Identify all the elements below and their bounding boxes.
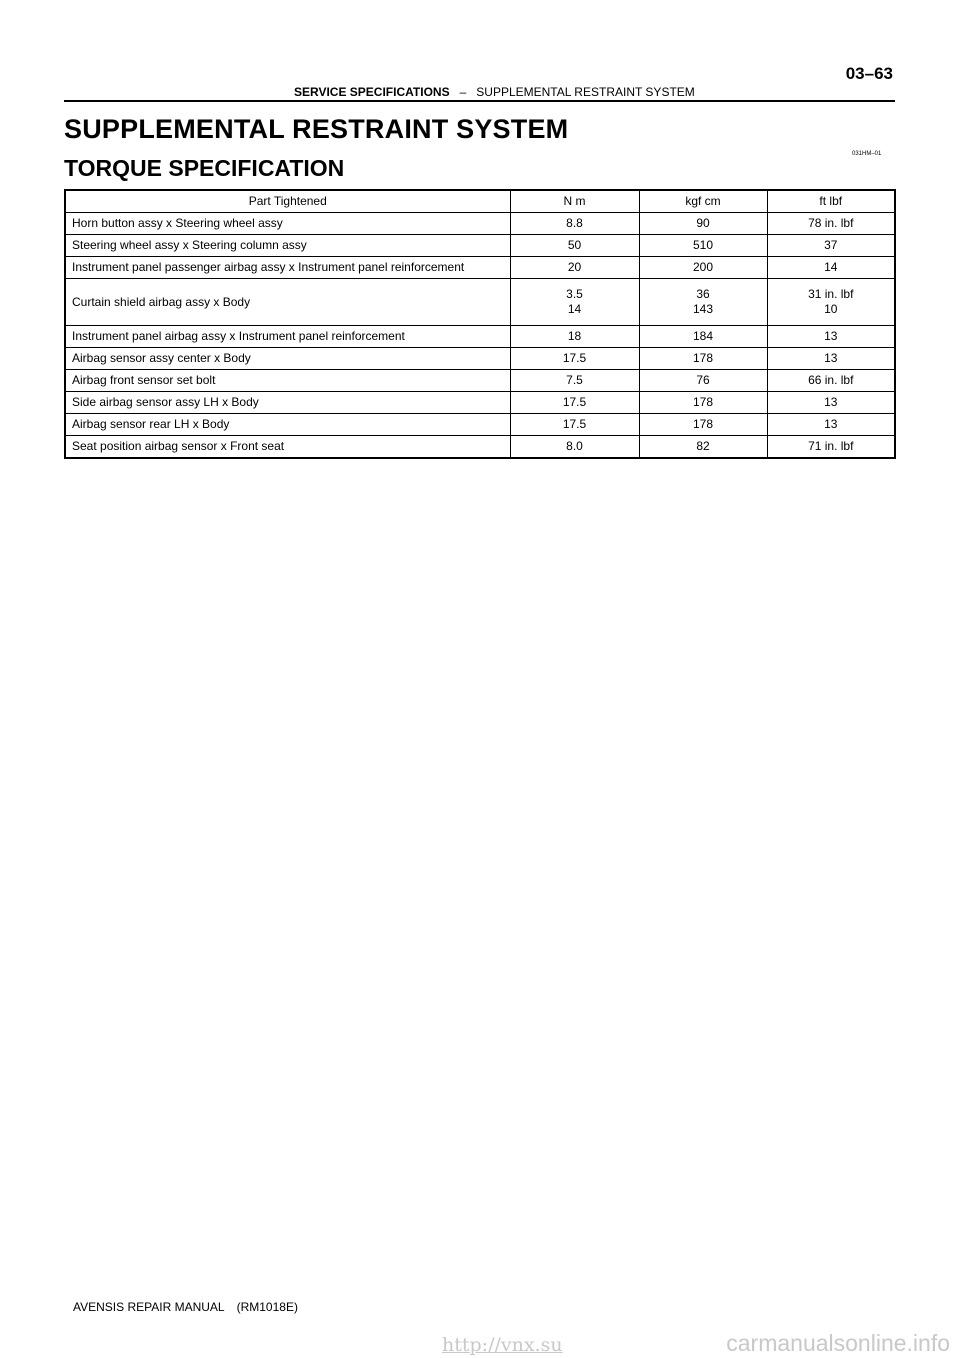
column-header-kgf: kgf cm (639, 190, 767, 213)
column-header-nm: N m (510, 190, 639, 213)
ft-cell: 78 in. lbf (767, 213, 895, 235)
ft-cell: 14 (767, 257, 895, 279)
part-cell: Instrument panel airbag assy x Instrument panel reinforcement (65, 326, 510, 348)
section-subtitle: TORQUE SPECIFICATION (64, 155, 345, 181)
ft-cell: 13 (767, 392, 895, 414)
column-header-ft: ft lbf (767, 190, 895, 213)
table-row (65, 414, 895, 436)
table-header-row (65, 190, 895, 213)
part-cell: Curtain shield airbag assy x Body (65, 279, 510, 326)
ft-value-2: 10 (824, 302, 838, 316)
kgf-value-2: 143 (692, 302, 714, 316)
table-row (65, 436, 895, 459)
nm-cell: 50 (510, 235, 639, 257)
kgf-cell: 76 (639, 370, 767, 392)
ft-value-1: 31 in. lbf (808, 287, 854, 301)
part-cell: Side airbag sensor assy LH x Body (65, 392, 510, 414)
kgf-cell: 510 (639, 235, 767, 257)
nm-cell: 7.5 (510, 370, 639, 392)
table-row (65, 392, 895, 414)
nm-cell: 8.8 (510, 213, 639, 235)
kgf-cell: 90 (639, 213, 767, 235)
page-header (64, 62, 895, 102)
ft-cell (767, 279, 895, 326)
nm-cell: 20 (510, 257, 639, 279)
header-rule (64, 100, 895, 102)
nm-cell: 17.5 (510, 392, 639, 414)
kgf-cell: 200 (639, 257, 767, 279)
kgf-cell: 184 (639, 326, 767, 348)
part-cell: Steering wheel assy x Steering column assy (65, 235, 510, 257)
ft-cell: 13 (767, 348, 895, 370)
table-row (65, 348, 895, 370)
table-row (65, 279, 895, 326)
watermark-site: carmanualsonline.info (726, 1330, 950, 1356)
nm-cell: 8.0 (510, 436, 639, 459)
ft-cell: 13 (767, 326, 895, 348)
part-cell: Airbag sensor rear LH x Body (65, 414, 510, 436)
part-cell: Horn button assy x Steering wheel assy (65, 213, 510, 235)
page-number: 03–63 (845, 64, 893, 83)
kgf-value-1: 36 (696, 287, 710, 301)
torque-spec-table (64, 189, 896, 459)
page-title: SUPPLEMENTAL RESTRAINT SYSTEM (64, 114, 569, 144)
table-row (65, 326, 895, 348)
table-row (65, 257, 895, 279)
column-header-part: Part Tightened (65, 190, 510, 213)
nm-value-1: 3.5 (566, 287, 583, 301)
section-title: SERVICE SPECIFICATIONS (294, 85, 450, 99)
ft-cell: 71 in. lbf (767, 436, 895, 459)
ft-cell: 13 (767, 414, 895, 436)
manual-name: AVENSIS REPAIR MANUAL (73, 1300, 225, 1314)
page-footer (73, 1300, 298, 1314)
table-row (65, 213, 895, 235)
ft-cell: 66 in. lbf (767, 370, 895, 392)
part-cell: Seat position airbag sensor x Front seat (65, 436, 510, 459)
table-row (65, 235, 895, 257)
running-header (294, 85, 695, 99)
header-separator: – (459, 85, 467, 99)
nm-cell: 17.5 (510, 348, 639, 370)
kgf-cell: 178 (639, 348, 767, 370)
part-cell: Instrument panel passenger airbag assy x Instrument panel reinforcement (65, 257, 510, 279)
watermark-url-link[interactable]: http://vnx.su (442, 1334, 563, 1356)
kgf-cell: 178 (639, 414, 767, 436)
table-row (65, 370, 895, 392)
nm-cell: 17.5 (510, 414, 639, 436)
part-cell: Airbag sensor assy center x Body (65, 348, 510, 370)
kgf-cell: 82 (639, 436, 767, 459)
ft-cell: 37 (767, 235, 895, 257)
kgf-cell (639, 279, 767, 326)
subsection-title: SUPPLEMENTAL RESTRAINT SYSTEM (476, 85, 695, 99)
figure-code: 031HM–01 (852, 151, 882, 157)
part-cell: Airbag front sensor set bolt (65, 370, 510, 392)
kgf-cell: 178 (639, 392, 767, 414)
manual-code: (RM1018E) (236, 1300, 298, 1314)
nm-value-2: 14 (567, 302, 582, 316)
nm-cell: 18 (510, 326, 639, 348)
nm-cell (510, 279, 639, 326)
